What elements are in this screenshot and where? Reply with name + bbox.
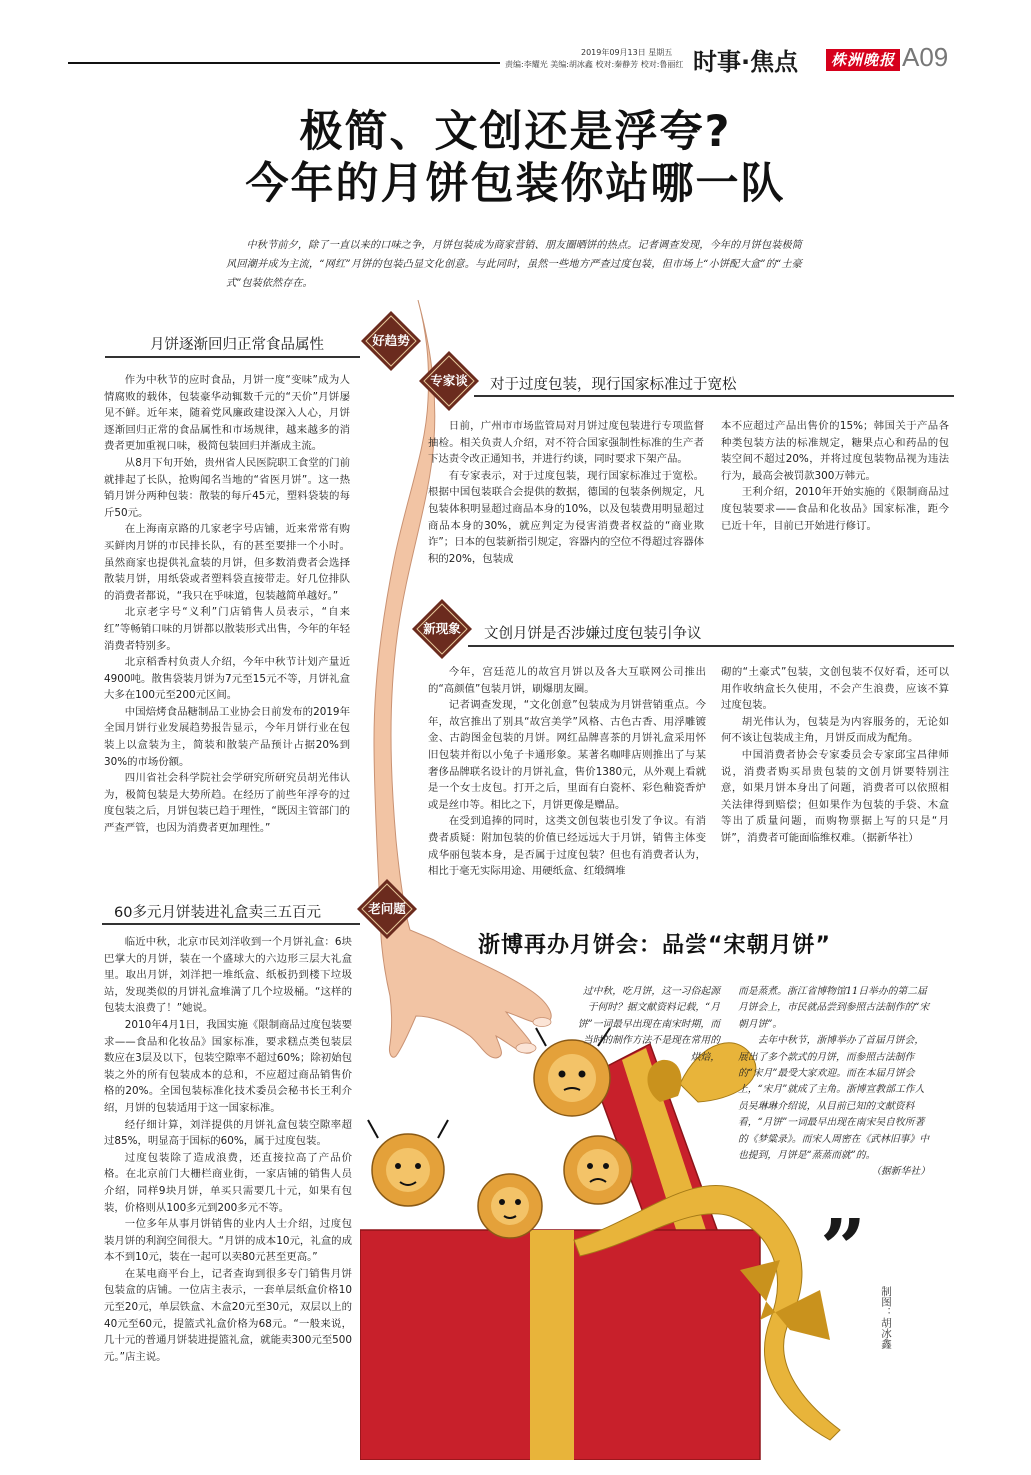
section-2-heading: 对于过度包装，现行国家标准过于宽松 xyxy=(490,377,737,393)
paragraph: 作为中秋节的应时食品，月饼一度“变味”成为人情腐败的载体，包装豪华动辄数千元的“天价”月饼屡见不鲜。近年来，随着党风廉政建设深入人心，月饼逐渐回归正常的食品属性和市场规律，越来越多的消费者更加重视口味，极简包装回归并渐成主流。 xyxy=(104,374,350,453)
badge-trend-label: 好趋势 xyxy=(372,333,410,348)
paragraph: 在某电商平台上，记者查询到很多专门销售月饼包装盒的店铺。一位店主表示，一套单层纸盒价格10元至20元，单层铁盒、木盒20元至30元，双层以上的40元至60元，提篮式礼盒价格为68元。“一般来说，几十元的普通月饼装进提篮礼盒，就能卖300元至500元。”店主说。 xyxy=(104,1267,352,1363)
section-3-rule xyxy=(468,645,954,647)
badge-problem xyxy=(355,877,419,941)
paragraph: 北京老字号“义利”门店销售人员表示，“自来红”等畅销口味的月饼都以散装形式出售，今年的年轻消费者特别多。 xyxy=(104,606,350,652)
editor-credits: 责编:李耀光 美编:胡冰鑫 校对:秦静芳 校对:鲁丽红 xyxy=(505,60,684,69)
paragraph: 本不应超过产品出售价的15%；韩国关于产品各种类包装方法的标准规定，糖果点心和药品的包装空间不超过20%，并将过度包装物品视为违法行为，最高会被罚款300万韩元。 xyxy=(721,420,949,482)
masthead-rule xyxy=(68,62,500,64)
section-3-col-2 xyxy=(721,664,949,882)
paragraph: 砌的“土豪式”包装，文创包装不仅好看，还可以用作收纳盒长久使用，不会产生浪费，应该不算过度包装。 xyxy=(721,666,949,712)
badge-phenomenon xyxy=(410,597,474,661)
page-number: A09 xyxy=(902,42,949,72)
quote-mark-icon: ” xyxy=(820,1201,867,1295)
newspaper-logo: 株洲晚报 xyxy=(826,49,900,71)
paragraph: 而是蒸煮。浙江省博物馆11日举办的第二届月饼会上，市民就品尝到参照古法制作的“宋朝月饼”。 xyxy=(738,986,930,1030)
section-3-col-1 xyxy=(428,664,706,882)
paragraph: 2010年4月1日，我国实施《限制商品过度包装要求——食品和化妆品》国家标准，要求糕点类包装层数应在3层及以下，包装空隙率不超过60%；除初始包装之外的所有包装成本的总和，不应超过商品销售价格的20%。全国包装标准化技术委员会秘书长王利介绍，月饼的包装适用于这一国家标准。 xyxy=(104,1018,352,1114)
sidebar-col-left xyxy=(574,984,720,1066)
section-1-rule xyxy=(105,356,360,358)
sidebar-title: 浙博再办月饼会：品尝“宋朝月饼” xyxy=(478,933,831,958)
paragraph: 在受到追捧的同时，这类文创包装也引发了争议。有消费者质疑：附加包装的价值已经远远大于月饼，销售主体变成华丽包装本身，是否属于过度包装？但也有消费者认为，相比于毫无实际用途、用硬纸盒、红缎绸堆 xyxy=(428,815,706,878)
intro-paragraph: 中秋节前夕，除了一直以来的口味之争，月饼包装成为商家营销、朋友圈晒饼的热点。记者调查发现，今年的月饼包装极简风回潮并成为主流，“网红”月饼的包装凸显文化创意。与此同时，虽然一些地方严查过度包装，但市场上“小饼配大盒”的“土豪式”包装依然存在。 xyxy=(226,240,802,289)
paragraph: 今年，宫廷范儿的故宫月饼以及各大互联网公司推出的“高颜值”包装月饼，刷爆朋友圈。 xyxy=(428,666,706,695)
section-2-col-1 xyxy=(428,418,704,578)
paragraph: 经仔细计算，刘洋提供的月饼礼盒包装空隙率超过85%，明显高于国标的60%，属于过度包装。 xyxy=(104,1118,352,1148)
badge-expert-label: 专家谈 xyxy=(430,373,468,388)
paragraph: 一位多年从事月饼销售的业内人士介绍，过度包装月饼的利润空间很大。“月饼的成本10元，礼盒的成本不到10元，装在一起可以卖80元甚至更高。” xyxy=(104,1218,352,1264)
paragraph: 去年中秋节，浙博举办了首届月饼会，展出了多个款式的月饼，而参照古法制作的“宋月”最受大家欢迎。而在本届月饼会上，“宋月”就成了主角。浙博宣教部工作人员吴琳琳介绍说，从目前已知的文献资料看，“月饼”一词最早出现在南宋吴自牧所著的《梦粱录》。而宋人周密在《武林旧事》中也提到，月饼是“蒸蒸而就”的。 xyxy=(738,1035,930,1162)
paragraph: 北京稻香村负责人介绍，今年中秋节计划产量近4900吨。散售袋装月饼为7元至15元不等，月饼礼盒大多在100元至200元区间。 xyxy=(104,656,350,702)
paragraph: 胡光伟认为，包装是为内容服务的，无论如何不该让包装成主角，月饼反而成为配角。 xyxy=(721,715,949,745)
paragraph: 在上海南京路的几家老字号店铺，近来常常有购买鲜肉月饼的市民排长队，有的甚至要排一个小时。虽然商家也提供礼盒装的月饼，但多数消费者会选择散装月饼，用纸袋或者塑料袋直接带走。好几位排队的消费者都说，“我只在乎味道，包装越简单越好。” xyxy=(104,523,350,602)
paragraph: 中国消费者协会专家委员会专家邱宝昌律师说，消费者购买昂贵包装的文创月饼要特别注意，如果月饼本身出了问题，消费者可以依照相关法律得到赔偿；但如果作为包装的手袋、木盒等出了质量问题，而购物票据上写的只是“月饼”，消费者可能面临维权难。（据新华社） xyxy=(721,748,949,844)
paragraph: 从8月下旬开始，贵州省人民医院职工食堂的门前就排起了长队，抢购闻名当地的“省医月饼”。这一热销月饼分两种包装：散装的每斤45元，塑料袋装的每斤50元。 xyxy=(104,456,350,519)
paragraph: 日前，广州市市场监管局对月饼过度包装进行专项监督抽检。相关负责人介绍，对不符合国家强制性标准的生产者下达责令改正通知书，并进行约谈，同时要求下架产品。 xyxy=(428,420,704,466)
section-4-body xyxy=(104,934,352,1454)
illustration-credit: 制图：胡冰鑫 xyxy=(880,1286,892,1349)
section-1-heading: 月饼逐渐回归正常食品属性 xyxy=(150,337,324,353)
paragraph: 中国焙烤食品糖制品工业协会日前发布的2019年全国月饼行业发展趋势报告显示，今年月饼行业在包装上以盒装为主，简装和散装产品预计占据20%到30%的市场份额。 xyxy=(104,705,350,768)
issue-date: 2019年09月13日 星期五 xyxy=(581,48,673,57)
section-2-col-2 xyxy=(721,418,949,558)
paragraph: 四川省社会科学院社会学研究所研究员胡光伟认为，极简包装是大势所趋。在经历了前些年浮夸的过度包装之后，月饼包装已趋于理性，“既因主管部门的严查严管，也因为消费者更加理性。” xyxy=(104,772,350,835)
headline-line-1: 极简、文创还是浮夸? xyxy=(299,107,732,157)
headline-line-2: 今年的月饼包装你站哪一队 xyxy=(245,159,786,209)
paragraph: 过中秋，吃月饼，这一习俗起源于何时？据文献资料记载，“月饼”一词最早出现在南宋时期，而当时的制作方法不是现在常用的烘焙， xyxy=(577,986,720,1063)
badge-expert xyxy=(417,349,481,413)
section-2-rule xyxy=(474,395,954,397)
badge-problem-label: 老问题 xyxy=(368,901,406,916)
paragraph: 临近中秋，北京市民刘洋收到一个月饼礼盒：6块巴掌大的月饼，装在一个盛球大的六边形三层大礼盒里。取出月饼，刘洋把一堆纸盒、纸板扔到楼下垃圾站，发现类似的月饼礼盒堆满了几个垃圾桶。“这样的包装太浪费了！”她说。 xyxy=(104,936,352,1015)
section-4-heading: 60多元月饼装进礼盒卖三五百元 xyxy=(114,905,321,921)
paragraph: 有专家表示，对于过度包装，现行国家标准过于宽松。根据中国包装联合会提供的数据，德国的包装条例规定，凡包装体积明显超过商品本身的10%，以及包装费用明显超过商品本身的30%，就应判定为侵害消费者权益的“商业欺诈”；日本的包装新指引规定，容器内的空位不得超过容器体积的20%，包装成 xyxy=(428,469,704,565)
paragraph: 王利介绍，2010年开始实施的《限制商品过度包装要求——食品和化妆品》国家标准，距今已近十年，目前已开始进行修订。 xyxy=(721,486,949,532)
section-4-rule xyxy=(102,923,360,925)
news-source: （据新华社） xyxy=(871,1166,930,1178)
section-1-body xyxy=(104,372,350,862)
badge-phenomenon-label: 新现象 xyxy=(423,621,461,636)
section-3-heading: 文创月饼是否涉嫌过度包装引争议 xyxy=(484,626,702,642)
paragraph: 记者调查发现，“文化创意”包装成为月饼营销重点。今年，故宫推出了别具“故宫美学”风格、古色古香、用浮雕镀金、古韵图金包装的月饼。网红品牌喜茶的月饼礼盒采用怀旧包装并衔以小兔子卡通形象。某著名咖啡店则推出了与某奢侈品牌联名设计的月饼礼盒，售价1380元，从外观上看就是一个女士皮包。打开之后，里面有白瓷杯、彩色釉瓷香炉或是丝巾等。相比之下，月饼更像是赠品。 xyxy=(428,699,706,811)
sidebar-col-right xyxy=(738,984,930,1181)
section-name: 时事·焦点 xyxy=(693,48,799,76)
paragraph: 过度包装除了造成浪费，还直接拉高了产品价格。在北京前门大栅栏商业街，一家店铺的销售人员介绍，同样9块月饼，单买只需要几十元，如果有包装，价格则从100多元到200多元不等。 xyxy=(104,1151,352,1214)
badge-trend xyxy=(359,309,423,373)
